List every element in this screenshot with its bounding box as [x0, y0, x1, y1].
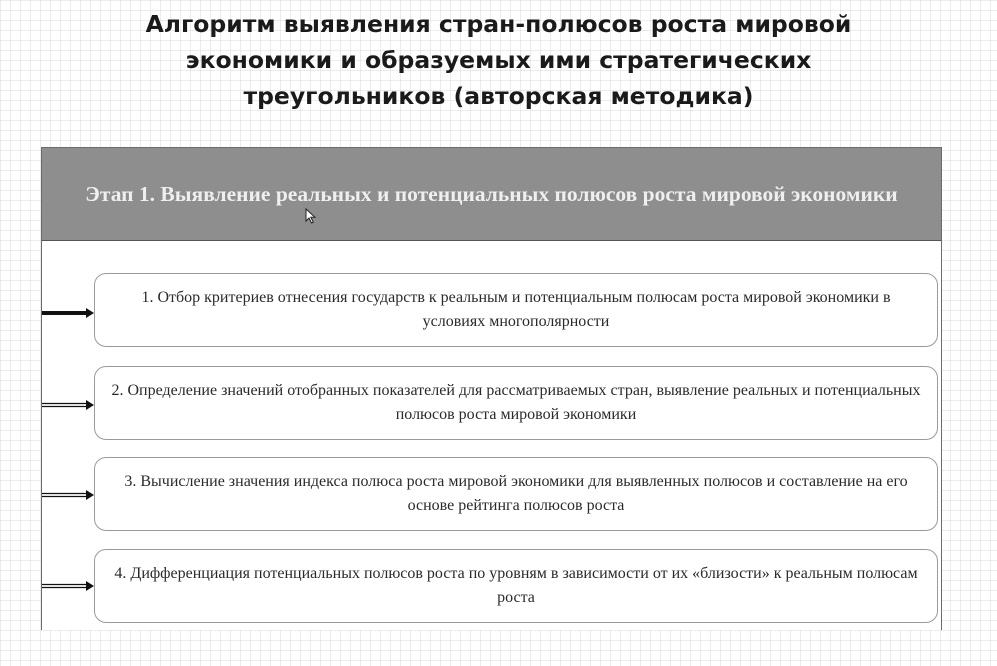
step-box-2: 2. Определение значений отобранных показателей для рассматриваемых стран, выявление реальных и потенциальных полюсов роста мировой экономики	[94, 366, 938, 440]
arrow-right-icon	[42, 399, 94, 411]
stage-header: Этап 1. Выявление реальных и потенциальных полюсов роста мировой экономики	[42, 148, 941, 241]
arrow-right-icon	[42, 489, 94, 501]
arrow-right-icon	[42, 307, 94, 319]
step-box-1: 1. Отбор критериев отнесения государств к реальным и потенциальным полюсам роста мировой экономики в условиях многополярности	[94, 273, 938, 347]
step-box-4: 4. Дифференциация потенциальных полюсов роста по уровням в зависимости от их «близости» к реальным полюсам роста	[94, 549, 938, 623]
slide-title: Алгоритм выявления стран-полюсов роста мировой экономики и образуемых ими стратегических треугольников (авторская методика)	[145, 10, 852, 110]
stage-diagram	[41, 147, 942, 630]
step-box-3: 3. Вычисление значения индекса полюса роста мировой экономики для выявленных полюсов и составление на его основе рейтинга полюсов роста	[94, 457, 938, 531]
mouse-pointer-icon	[305, 208, 317, 224]
arrow-right-icon	[42, 580, 94, 592]
